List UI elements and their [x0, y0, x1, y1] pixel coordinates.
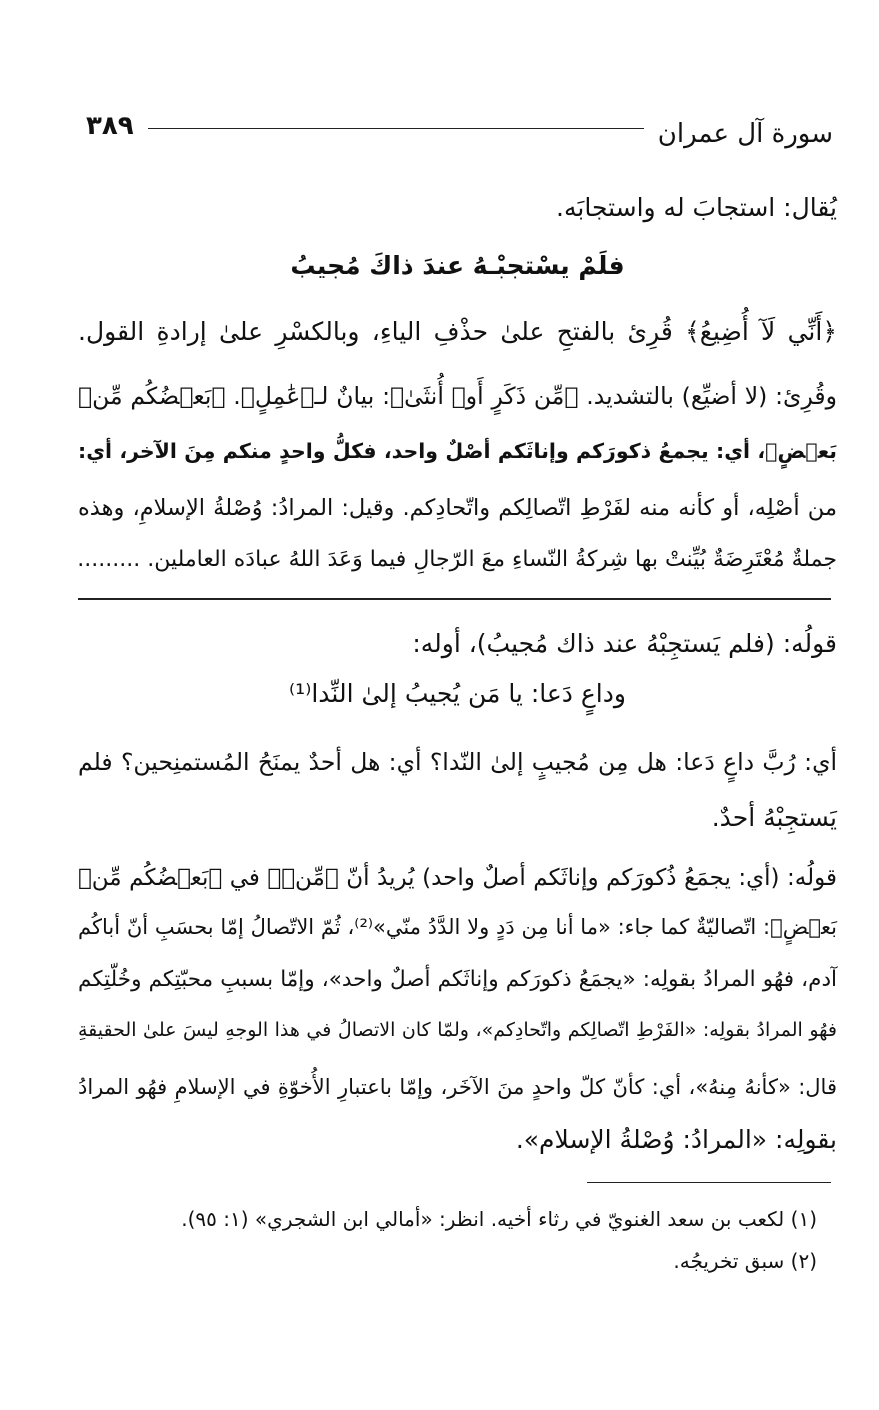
commentary-line: بقولِه: «المرادُ: وُصْلةُ الإسلام». — [515, 1125, 837, 1154]
section-divider — [78, 598, 831, 600]
commentary-line: يَستجِبْهُ أحدٌ. — [711, 803, 837, 832]
footnote: (١) لكعب بن سعد الغنويّ في رثاء أخيه. انظر: «أمالي ابن الشجري» (١: ٩٥). — [181, 1207, 817, 1231]
commentary-line: بَعۡضٍ﴾: اتّصاليّةٌ كما جاء: «ما أنا مِن دَدٍ ولا الدَّدُ منّي»⁽²⁾، ثُمّ الاتّصالُ إمّا بحسَبِ أنّ أباكُم — [78, 915, 838, 939]
verse-citation: فلَمْ يسْتجبْـهُ عندَ ذاكَ مُجيبُ — [290, 251, 625, 280]
main-text-line: بَعۡضٍ﴾، أي: يجمعُ ذكورَكم وإناثَكم أصْلٌ واحد، فكلُّ واحدٍ منكم مِنَ الآخر، أي: — [78, 439, 837, 463]
commentary-line: قال: «كأنهُ مِنهُ»، أي: كأنّ كلّ واحدٍ منَ الآخَر، وإمّا باعتبارِ الأُخوّةِ في الإسلامِ فهُو المرادُ — [78, 1075, 837, 1099]
commentary-line: قولُه: (فلم يَستجِبْهُ عند ذاك مُجيبُ)، أوله: — [412, 629, 837, 658]
commentary-line: فهُو المرادُ بقولِه: «الفَرْطِ اتّصالِكم واتّحادِكم»، ولمّا كان الاتصالُ في هذا الوجهِ ليسَ علىٰ الحقيقةِ — [78, 1019, 837, 1041]
page-header — [86, 110, 833, 158]
main-text-line: من أصْلِه، أو كأنه منه لفَرْطِ اتّصالِكم واتّحادِكم. وقيل: المرادُ: وُصْلةُ الإسلامِ، وهذه — [78, 495, 837, 521]
footnote-rule — [587, 1182, 831, 1183]
footnote: (٢) سبق تخريجُه. — [673, 1249, 817, 1273]
page-number: ٣٨٩ — [86, 111, 134, 141]
header-rule — [148, 128, 644, 129]
commentary-line: أي: رُبَّ داعٍ دَعا: هل مِن مُجيبٍ إلىٰ النّدا؟ أي: هل أحدٌ يمنَحُ المُستمنِحين؟ فلم — [78, 748, 837, 776]
poem-hemistich: وداعٍ دَعا: يا مَن يُجيبُ إلىٰ النِّدا⁽¹⁾ — [289, 679, 626, 708]
commentary-line: آدم، فهُو المرادُ بقولِه: «يجمَعُ ذكورَكم وإناثَكم أصلٌ واحد»، وإمّا بسببِ محبّتِكم وخُلّتِكم — [78, 967, 837, 992]
main-text-line: وقُرِئ: (لا أضيِّع) بالتشديد. ﴿مِّن ذَكَرٍ أَوۡ أُنثَىٰ﴾: بيانٌ لـ﴿عَٰمِلٍ﴾. ﴿بَعۡضُكُم مِّنۢ — [78, 382, 837, 410]
main-text-line: يُقال: استجابَ له واستجابَه. — [556, 193, 837, 222]
main-text-line: ﴿أَنِّي لَآ أُضِيعُ﴾ قُرِئ بالفتحِ علىٰ حذْفِ الياءِ، وبالكسْرِ علىٰ إرادةِ القول. — [78, 317, 837, 346]
main-text-line: جملةٌ مُعْتَرِضَةٌ بُيِّنتْ بها شِركةُ النّساءِ معَ الرّجالِ فيما وَعَدَ اللهُ عبادَه العاملين. ......... — [77, 547, 837, 572]
commentary-line: قولُه: (أي: يجمَعُ ذُكورَكم وإناثَكم أصلٌ واحد) يُريدُ أنّ ﴿مِّنۢ﴾ في ﴿بَعۡضُكُم مِّنۢ — [78, 865, 837, 891]
surah-title: سورة آل عمران — [657, 119, 833, 149]
